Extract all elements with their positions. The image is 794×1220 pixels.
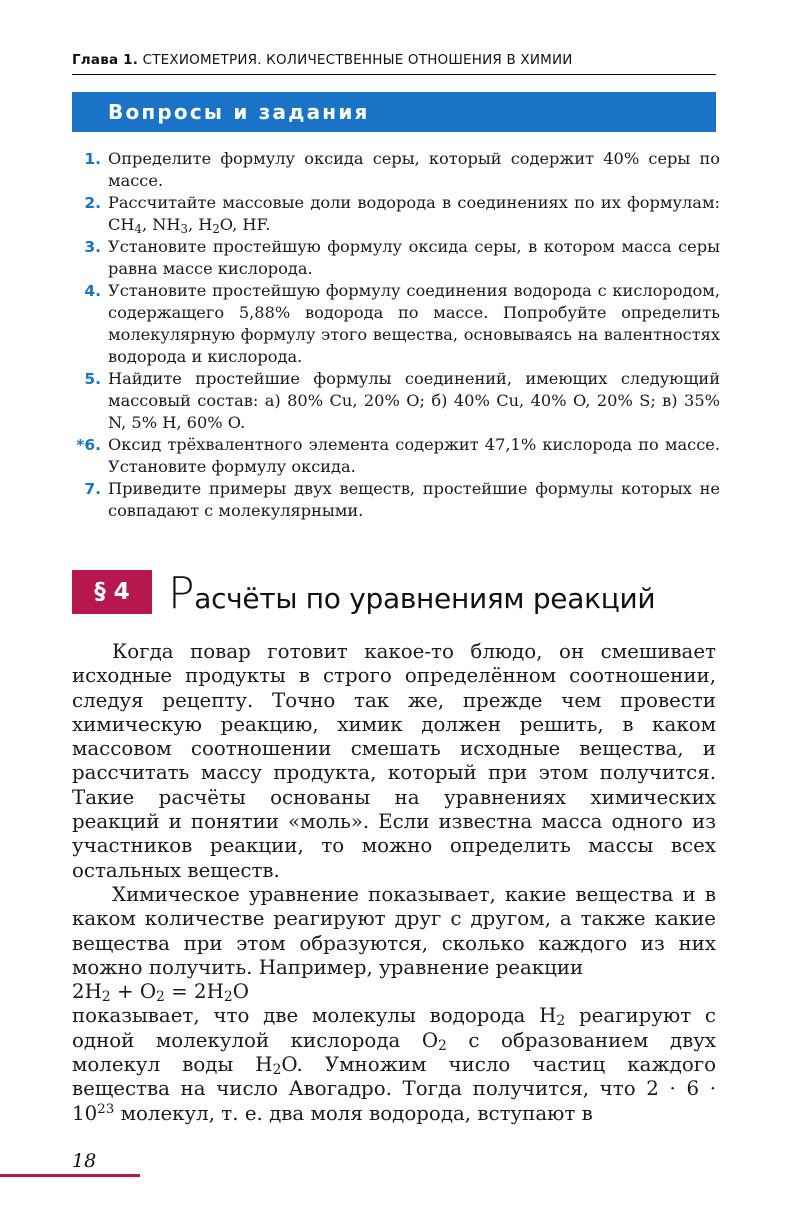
question-number: 7. (84, 480, 101, 498)
question-text: Оксид трёхвалентного элемента содержит 47,1% кислорода по массе. Установите формулу оксида. (108, 435, 720, 476)
paragraph: Когда повар готовит какое-то блюдо, он смешивает исходные продукты в строго определённом соотношении, следуя рецепту. Точно так же, прежде чем провести химическую реакцию, химик должен решить, в каком массовом соотношении смешать исходные вещества, и рассчитать массу продукта, который при этом получится. Такие расчёты основаны на уравнениях химических реакций и понятии «моль». Если известна масса одного из участников реакции, то можно определить массы всех остальных веществ. (72, 640, 716, 882)
question-text: Установите простейшую формулу соединения водорода с кислородом, содержащего 5,88% водорода по массе. Попробуйте определить молекулярную формулу этого вещества, основываясь на валентностях водорода и кислорода. (108, 281, 720, 366)
reaction-equation: $2H_2 + O_2 = 2H_2O$ (72, 980, 249, 1006)
question-number: 5. (84, 370, 101, 388)
section-title: Расчёты по уравнениям реакций (168, 568, 656, 619)
question-number: 2. (84, 194, 101, 212)
page-number: 18 (72, 1150, 97, 1172)
question-number: 1. (84, 150, 101, 168)
question-text: Найдите простейшие формулы соединений, имеющих следующий массовый состав: а) 80% Cu, 20% O; б) 40% Cu, 40% O, 20% S; в) 35% N, 5% H, 60% O. (108, 369, 720, 432)
question-text: Определите формулу оксида серы, который содержит 40% серы по массе. (108, 149, 720, 190)
questions-heading: Вопросы и задания (72, 92, 716, 132)
question-number: *6. (76, 436, 101, 454)
question-text: Приведите примеры двух веществ, простейшие формулы которых не совпадают с молекулярными. (108, 479, 720, 520)
body-text (72, 640, 716, 1126)
question-item (70, 368, 720, 434)
chapter-label: Глава 1. (72, 52, 139, 68)
question-item (70, 148, 720, 192)
question-text: Рассчитайте массовые доли водорода в соединениях по их формулам: $CH_4$, $NH_3$, $H_2O$, HF. (108, 193, 720, 236)
section-heading (72, 566, 732, 622)
question-item (70, 192, 720, 236)
question-item (70, 236, 720, 280)
paragraph: показывает, что две молекулы водорода $H_2$ реагируют с одной молекулой кислорода $O_2$ с образованием двух молекул воды $H_2O$. Умножим число частиц каждого вещества на число Авогадро. Тогда получится, что $2 \cdot 6 \cdot 10^{23}$ молекул, т. е. два моля водорода, вступают в (72, 1004, 717, 1125)
question-item (70, 478, 720, 522)
page-number-rule (0, 1174, 140, 1177)
section-number-badge: § 4 (72, 570, 152, 614)
question-number: 3. (84, 238, 101, 256)
paragraph: Химическое уравнение показывает, какие вещества и в каком количестве реагируют друг с другом, а также какие вещества при этом образуются, сколько каждого из них можно получить. Например, уравнение реакции (72, 882, 716, 979)
question-text: Установите простейшую формулу оксида серы, в котором масса серы равна массе кислорода. (108, 237, 720, 278)
chapter-title: СТЕХИОМЕТРИЯ. КОЛИЧЕСТВЕННЫЕ ОТНОШЕНИЯ В ХИМИИ (142, 52, 573, 68)
question-number: 4. (84, 282, 101, 300)
question-item (70, 280, 720, 368)
questions-list (70, 148, 720, 522)
running-header (72, 52, 716, 75)
question-item (70, 434, 720, 478)
